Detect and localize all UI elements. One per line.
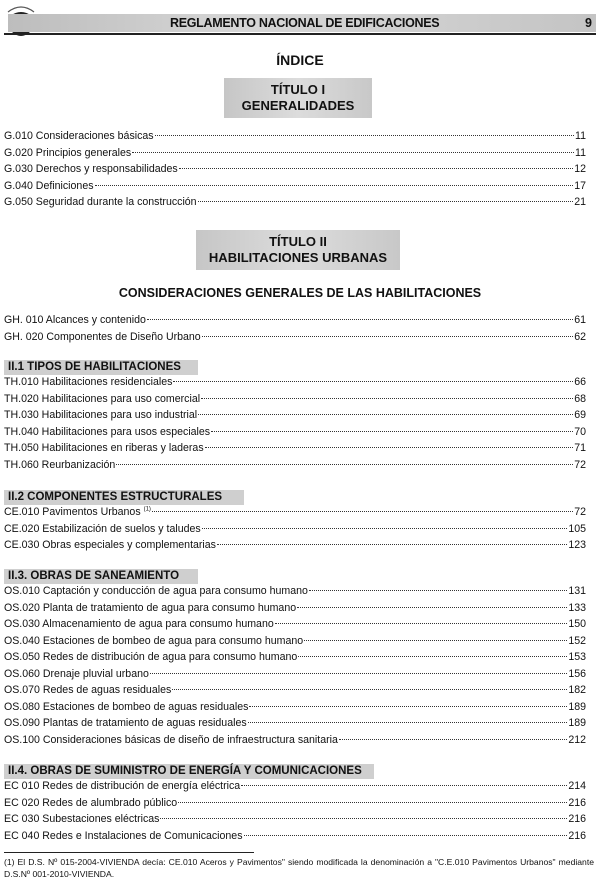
toc-entry[interactable]: [4, 668, 586, 685]
toc-entry-label: [4, 651, 297, 663]
toc-entry-label: [4, 813, 159, 825]
toc-entry-page: 216: [568, 796, 586, 809]
toc-entry-label: [4, 130, 154, 142]
toc-entry-page: 17: [574, 179, 586, 192]
toc-entry[interactable]: [4, 830, 586, 847]
gh-list: [4, 314, 586, 347]
toc-entry-page: 153: [568, 651, 586, 663]
section-list: [4, 376, 586, 475]
generalidades-list: [4, 130, 586, 213]
toc-entry-page: 182: [568, 684, 586, 696]
toc-entry-page: 214: [568, 780, 586, 792]
toc-entry-label: [4, 780, 240, 792]
toc-entry-page: 72: [574, 506, 586, 518]
titulo-2-name: HABILITACIONES URBANAS: [208, 250, 388, 265]
toc-entry[interactable]: [4, 585, 586, 602]
dot-leader: [160, 818, 567, 819]
toc-entry-label: [4, 147, 131, 159]
consideraciones-heading: CONSIDERACIONES GENERALES DE LAS HABILITACIONES: [118, 286, 482, 300]
toc-entry-page: 12: [574, 163, 586, 175]
toc-entry[interactable]: [4, 130, 586, 147]
toc-entry-text: OS.090 Plantas de tratamiento de aguas residuales: [4, 717, 247, 729]
toc-entry-page: 156: [568, 667, 586, 680]
toc-entry[interactable]: [4, 618, 586, 635]
footnote: (1) El D.S. Nº 015-2004-VIVIENDA decía: CE.010 Aceros y Pavimentos" siendo modificada la denominación a "C.E.010 Pavimentos Urbanos" mediante D.S.Nº 001-2010-VIVIENDA.: [4, 857, 594, 879]
toc-entry-page: 11: [575, 130, 586, 142]
toc-entry-label: [4, 734, 338, 746]
toc-entry[interactable]: [4, 813, 586, 830]
toc-entry[interactable]: [4, 196, 586, 213]
toc-entry-label: [4, 684, 171, 696]
dot-leader: [309, 590, 567, 591]
dot-leader: [202, 528, 568, 529]
dot-leader: [304, 640, 567, 641]
dot-leader: [132, 152, 574, 153]
page-number: 9: [585, 16, 592, 30]
titulo-1-box: [224, 78, 372, 118]
toc-entry-text: OS.080 Estaciones de bombeo de aguas residuales: [4, 700, 249, 713]
toc-entry-text: TH.050 Habilitaciones en riberas y laderas: [4, 442, 204, 454]
dot-leader: [150, 673, 567, 674]
toc-entry-page: 189: [568, 700, 586, 713]
dot-leader: [202, 336, 574, 337]
section-list: [4, 506, 586, 556]
header-rule: [4, 33, 596, 35]
dot-leader: [248, 722, 568, 723]
section-list: [4, 780, 586, 846]
toc-entry[interactable]: [4, 331, 586, 348]
toc-entry-label: [4, 602, 296, 614]
toc-entry-label: [4, 180, 94, 192]
dot-leader: [211, 431, 573, 432]
titulo-2-number: TÍTULO II: [269, 234, 327, 249]
dot-leader: [249, 706, 567, 707]
toc-entry-label: [4, 618, 274, 630]
toc-entry-text: OS.060 Drenaje pluvial urbano: [4, 667, 149, 680]
header-title: REGLAMENTO NACIONAL DE EDIFICACIONES: [170, 16, 440, 30]
dot-leader: [244, 835, 568, 836]
toc-entry-label: [4, 196, 197, 208]
toc-entry-label: [4, 523, 201, 535]
dot-leader: [172, 689, 567, 690]
toc-entry-text: OS.020 Planta de tratamiento de agua para consumo humano: [4, 601, 297, 614]
dot-leader: [275, 623, 568, 624]
dot-leader: [297, 607, 567, 608]
toc-entry-page: 123: [568, 539, 586, 551]
toc-entry[interactable]: [4, 459, 586, 476]
toc-entry-label: [4, 585, 308, 597]
dot-leader: [217, 544, 567, 545]
toc-entry[interactable]: [4, 635, 586, 652]
toc-entry-text: CE.020 Estabilización de suelos y taludes: [4, 522, 201, 535]
toc-entry-text: G.020 Principios generales: [4, 146, 132, 159]
dot-leader: [201, 398, 573, 399]
toc-entry[interactable]: [4, 780, 586, 797]
section-heading: II.2 COMPONENTES ESTRUCTURALES: [4, 490, 244, 505]
toc-entry[interactable]: [4, 442, 586, 459]
toc-entry-page: 150: [568, 618, 586, 630]
toc-entry[interactable]: [4, 147, 586, 164]
toc-entry-page: 66: [574, 376, 586, 388]
toc-entry-label: [4, 331, 201, 343]
toc-entry-page: 216: [568, 813, 586, 825]
toc-entry-text: OS.050 Redes de distribución de agua para consumo humano: [4, 651, 298, 663]
toc-entry-label: [4, 314, 146, 326]
toc-entry-text: G.050 Seguridad durante la construcción: [4, 196, 197, 208]
toc-entry[interactable]: [4, 684, 586, 701]
dot-leader: [95, 185, 574, 186]
dot-leader: [198, 414, 573, 415]
toc-entry-text: EC 010 Redes de distribución de energía eléctrica: [4, 780, 241, 792]
index-title: ÍNDICE: [276, 52, 324, 68]
toc-entry-text: EC 030 Subestaciones eléctricas: [4, 813, 160, 825]
toc-entry[interactable]: [4, 506, 586, 523]
toc-entry-text: GH. 010 Alcances y contenido: [4, 314, 146, 326]
toc-entry-text: TH.010 Habilitaciones residenciales: [4, 376, 173, 388]
toc-entry-text: CE.030 Obras especiales y complementarias: [4, 539, 216, 551]
toc-entry-page: 71: [574, 442, 586, 454]
toc-entry[interactable]: [4, 717, 586, 734]
toc-entry-text: EC 040 Redes e Instalaciones de Comunicaciones: [4, 829, 243, 842]
toc-entry[interactable]: [4, 393, 586, 410]
toc-entry-page: 212: [568, 733, 586, 746]
dot-leader: [298, 656, 567, 657]
toc-entry-text: G.040 Definiciones: [4, 179, 94, 192]
toc-entry-page: 105: [568, 522, 586, 535]
toc-entry-text: OS.030 Almacenamiento de agua para consumo humano: [4, 618, 274, 630]
toc-entry-text: TH.040 Habilitaciones para usos especiales: [4, 425, 211, 438]
toc-entry-text: CE.010 Pavimentos Urbanos: [4, 506, 141, 518]
toc-entry-text: GH. 020 Componentes de Diseño Urbano: [4, 330, 201, 343]
dot-leader: [116, 464, 573, 465]
toc-entry[interactable]: [4, 651, 586, 668]
toc-entry[interactable]: [4, 376, 586, 393]
dot-leader: [241, 785, 567, 786]
dot-leader: [205, 447, 574, 448]
footnote-rule: [4, 852, 254, 853]
toc-entry-text: EC 020 Redes de alumbrado público: [4, 796, 178, 809]
toc-entry-text: TH.030 Habilitaciones para uso industrial: [4, 409, 198, 421]
toc-entry-page: 133: [568, 601, 586, 614]
toc-entry-label: [4, 539, 216, 551]
section-list: [4, 585, 586, 750]
toc-entry-page: 189: [568, 717, 586, 729]
toc-entry-page: 216: [568, 829, 586, 842]
toc-entry-label: [4, 635, 303, 647]
titulo-1-name: GENERALIDADES: [241, 98, 355, 113]
toc-entry[interactable]: [4, 701, 586, 718]
dot-leader: [155, 135, 574, 136]
toc-entry[interactable]: [4, 314, 586, 331]
toc-entry-text: OS.010 Captación y conducción de agua para consumo humano: [4, 585, 308, 597]
toc-entry[interactable]: [4, 734, 586, 751]
dot-leader: [179, 168, 573, 169]
dot-leader: [173, 381, 573, 382]
toc-entry-text: TH.020 Habilitaciones para uso comercial: [4, 392, 201, 405]
toc-entry-text: OS.040 Estaciones de bombeo de agua para consumo humano: [4, 634, 304, 647]
toc-entry[interactable]: [4, 180, 586, 197]
toc-entry-label: [4, 830, 243, 842]
toc-entry[interactable]: [4, 163, 586, 180]
dot-leader: [178, 802, 567, 803]
section-heading: II.4. OBRAS DE SUMINISTRO DE ENERGÍA Y COMUNICACIONES: [4, 764, 374, 779]
toc-entry-label: [4, 426, 210, 438]
toc-entry-page: 72: [574, 458, 586, 471]
toc-entry-text: OS.070 Redes de aguas residuales: [4, 684, 172, 696]
toc-entry-page: 69: [574, 409, 586, 421]
dot-leader: [147, 319, 573, 320]
toc-entry-label: [4, 668, 149, 680]
toc-entry-label: [4, 393, 200, 405]
toc-entry-page: 152: [568, 634, 586, 647]
dot-leader: [198, 201, 574, 202]
toc-entry-page: 21: [574, 196, 586, 208]
toc-entry-label: [4, 409, 197, 421]
toc-entry-label: [4, 163, 178, 175]
toc-entry[interactable]: [4, 426, 586, 443]
section-heading: II.3. OBRAS DE SANEAMIENTO: [4, 569, 198, 584]
dot-leader: [152, 511, 573, 512]
toc-entry-page: 11: [575, 146, 586, 159]
toc-entry-label: [4, 506, 151, 518]
toc-entry[interactable]: [4, 409, 586, 426]
toc-entry-label: [4, 442, 204, 454]
toc-entry-page: 62: [574, 330, 586, 343]
toc-entry-page: 131: [568, 585, 586, 597]
toc-entry[interactable]: [4, 797, 586, 814]
toc-entry-label: [4, 701, 248, 713]
toc-entry-label: [4, 459, 115, 471]
toc-entry-text: G.010 Consideraciones básicas: [4, 130, 154, 142]
toc-entry-text: TH.060 Reurbanización: [4, 458, 116, 471]
toc-entry[interactable]: [4, 602, 586, 619]
toc-entry-label: [4, 717, 247, 729]
toc-entry-page: 61: [574, 314, 586, 326]
toc-entry-text: OS.100 Consideraciones básicas de diseño de infraestructura sanitaria: [4, 733, 338, 746]
toc-entry-label: [4, 376, 172, 388]
toc-entry[interactable]: [4, 523, 586, 540]
titulo-2-box: [196, 230, 400, 270]
toc-entry-page: 68: [574, 392, 586, 405]
titulo-1-number: TÍTULO I: [270, 82, 326, 97]
section-heading: II.1 TIPOS DE HABILITACIONES: [4, 360, 198, 375]
toc-entry-text: G.030 Derechos y responsabilidades: [4, 163, 178, 175]
dot-leader: [339, 739, 567, 740]
footnote-ref: (1): [143, 506, 151, 513]
toc-entry[interactable]: [4, 539, 586, 556]
toc-entry-label: [4, 797, 177, 809]
toc-entry-page: 70: [574, 425, 586, 438]
